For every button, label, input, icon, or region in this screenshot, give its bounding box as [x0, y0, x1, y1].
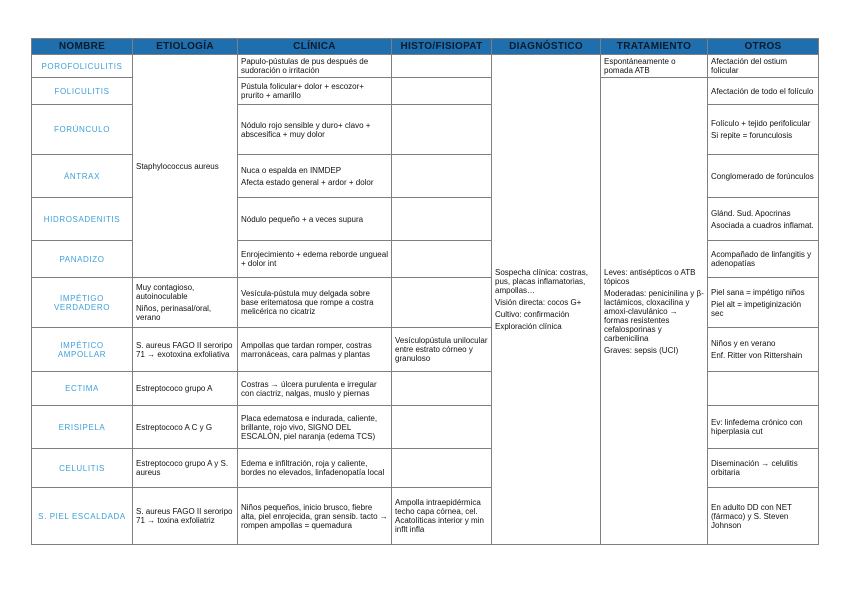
etiologia-cell: Estreptococo grupo A: [133, 372, 238, 406]
etiologia-cell: S. aureus FAGO II seroripo 71 → toxina exfoliatriz: [133, 488, 238, 545]
histo-cell: [392, 78, 492, 105]
otros-cell: Acompañado de linfangitis y adenopatías: [708, 241, 819, 278]
histo-cell: [392, 372, 492, 406]
histo-cell: [392, 278, 492, 328]
row-name: ÁNTRAX: [32, 155, 133, 198]
header-etiologia: ETIOLOGÍA: [133, 39, 238, 55]
clinica-cell: Papulo-pústulas de pus después de sudoración o irritación: [238, 55, 392, 78]
clinica-cell: Nódulo pequeño + a veces supura: [238, 198, 392, 241]
row-name: IMPÉTIGO VERDADERO: [32, 278, 133, 328]
histo-cell: Vesículopústula unilocular entre estrato córneo y granuloso: [392, 328, 492, 372]
row-name: FOLICULITIS: [32, 78, 133, 105]
row-name: FORÚNCULO: [32, 105, 133, 155]
otros-cell: Afectación del ostium folicular: [708, 55, 819, 78]
otros-cell: Diseminación → celulitis orbitaria: [708, 449, 819, 488]
histo-cell: [392, 406, 492, 449]
clinica-cell: Costras → úlcera purulenta e irregular con ciactriz, nalgas, muslo y piernas: [238, 372, 392, 406]
clinica-cell: Enrojecimiento + edema reborde ungueal + dolor int: [238, 241, 392, 278]
clinica-cell: Nuca o espalda en INMDEP Afecta estado general + ardor + dolor: [238, 155, 392, 198]
otros-cell: [708, 372, 819, 406]
clinica-cell: Placa edematosa e indurada, caliente, brillante, rojo vivo, SIGNO DEL ESCALÓN, piel naranja (edema TCS): [238, 406, 392, 449]
histo-cell: [392, 449, 492, 488]
otros-cell: Piel sana = impétigo niños Piel alt = impetiginización sec: [708, 278, 819, 328]
table-row: [32, 55, 819, 78]
header-nombre: NOMBRE: [32, 39, 133, 55]
row-name: S. PIEL ESCALDADA: [32, 488, 133, 545]
etiologia-cell: Estreptococo grupo A y S. aureus: [133, 449, 238, 488]
clinica-cell: Ampollas que tardan romper, costras marronáceas, cara palmas y plantas: [238, 328, 392, 372]
header-histo: HISTO/FISIOPAT: [392, 39, 492, 55]
histo-cell: [392, 155, 492, 198]
histo-cell: [392, 241, 492, 278]
otros-cell: Conglomerado de forúnculos: [708, 155, 819, 198]
etiologia-cell: S. aureus FAGO II seroripo 71 → exotoxina exfoliativa: [133, 328, 238, 372]
header-diagnostico: DIAGNÓSTICO: [492, 39, 601, 55]
row-name: ECTIMA: [32, 372, 133, 406]
clinica-cell: Pústula folicular+ dolor + escozor+ prurito + amarillo: [238, 78, 392, 105]
etiologia-cell: Estreptococo A C y G: [133, 406, 238, 449]
row-name: HIDROSADENITIS: [32, 198, 133, 241]
row-name: CELULITIS: [32, 449, 133, 488]
pathology-table: [31, 38, 819, 545]
header-tratamiento: TRATAMIENTO: [601, 39, 708, 55]
tratamiento-shared: Leves: antisépticos o ATB tópicos Moderadas: penicinilina y β-lactámicos, cloxacilina y amoxi-clavulánico → formas resistentes cefalosporinas y carbenicilina Graves: sepsis (UCI): [601, 78, 708, 545]
header-row: [32, 39, 819, 55]
row-name: IMPÉTICO AMPOLLAR: [32, 328, 133, 372]
row-name: PANADIZO: [32, 241, 133, 278]
otros-cell: Folículo + tejido perifolicular Si repite = forunculosis: [708, 105, 819, 155]
row-name: POROFOLICULITIS: [32, 55, 133, 78]
clinica-cell: Edema e infiltración, roja y caliente, bordes no elevados, linfadenopatía local: [238, 449, 392, 488]
etiologia-staphylococcus: Staphylococcus aureus: [133, 55, 238, 278]
otros-cell: En adulto DD con NET (fármaco) y S. Steven Johnson: [708, 488, 819, 545]
histo-cell: [392, 55, 492, 78]
clinica-cell: Vesícula-pústula muy delgada sobre base eritematosa que rompe a costra melicérica no cicatriz: [238, 278, 392, 328]
etiologia-cell: Muy contagioso, autoinoculable Niños, perinasal/oral, verano: [133, 278, 238, 328]
row-name: ERISIPELA: [32, 406, 133, 449]
diagnostico-shared: Sospecha clínica: costras, pus, placas inflamatorias, ampollas… Visión directa: cocos G+ Cultivo: confirmación Exploración clínica: [492, 55, 601, 545]
histo-cell: [392, 198, 492, 241]
header-otros: OTROS: [708, 39, 819, 55]
otros-cell: Ev: linfedema crónico con hiperplasia cut: [708, 406, 819, 449]
tratamiento-cell: Espontáneamente o pomada ATB: [601, 55, 708, 78]
otros-cell: Niños y en verano Enf. Ritter von Rittershain: [708, 328, 819, 372]
otros-cell: Glánd. Sud. Apocrinas Asociada a cuadros inflamat.: [708, 198, 819, 241]
histo-cell: Ampolla intraepidérmica techo capa córnea, cel. Acatolíticas interior y min inflt infla: [392, 488, 492, 545]
clinica-cell: Nódulo rojo sensible y duro+ clavo + abscesifica + muy dolor: [238, 105, 392, 155]
otros-cell: Afectación de todo el folículo: [708, 78, 819, 105]
header-clinica: CLÍNICA: [238, 39, 392, 55]
clinica-cell: Niños pequeños, inicio brusco, fiebre alta, piel enrojecida, gran sensib. tacto → rompen ampollas = quemadura: [238, 488, 392, 545]
histo-cell: [392, 105, 492, 155]
